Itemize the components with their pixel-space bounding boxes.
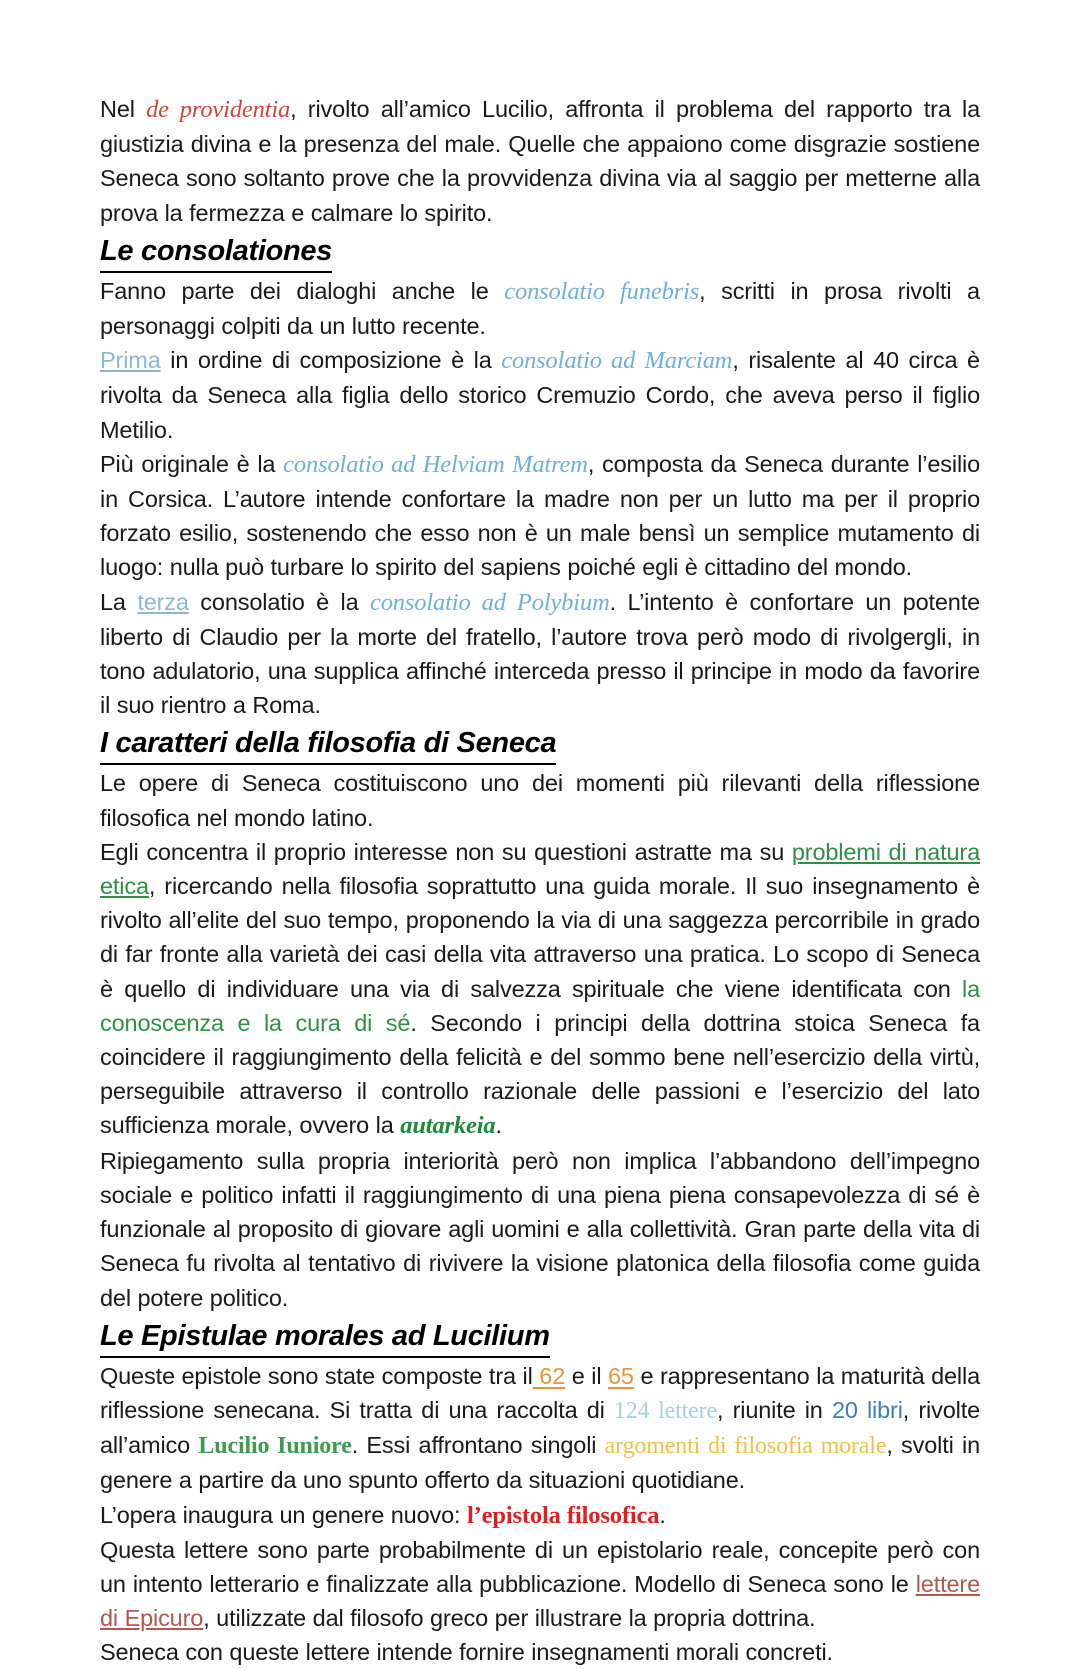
heading-le-consolationes [100,232,980,273]
highlight-conoscenza-cura-di-se: la conoscenza e la cura di sé [100,975,980,1036]
work-title-de-providentia: de providentia [146,96,291,123]
text-run: in ordine di composizione è la [160,347,502,374]
paragraph-filosofia-morale [100,835,980,1144]
text-run: , composta da Seneca durante l’esilio in Corsica. L’autore intende confortare la madre non per un lutto ma per il proprio forzato esilio, sostenendo che esso non è un male bensì un semplice mutamento di luogo: nulla può turbare lo spirito del sapiens poiché egli è cittadino del mondo. [100,450,981,581]
paragraph-consolatio-ad-polybium [100,585,980,723]
text-run: , svolti in genere a partire da uno spunto offerto da situazioni quotidiane. [100,1432,980,1494]
heading-text: I caratteri della filosofia di Seneca [100,724,556,765]
paragraph-ripiegamento: Ripiegamento sulla propria interiorità però non implica l’abbandono dell’impegno sociale e politico infatti il raggiungimento di una piena piena consapevolezza di sé è funzionale al proposito di giovare agli uomini e alla collettività. Gran parte della vita di Seneca fu rivolta al tentativo di rivivere la visione platonica della filosofia come guida del potere politico. [100,1147,980,1311]
paragraph-epistole-composte [100,1359,980,1498]
highlight-epistola-filosofica: l’epistola filosofica [466,1501,660,1529]
paragraph-de-providentia [100,92,980,230]
link-problemi-di-natura-etica[interactable]: problemi di natura etica [100,838,981,900]
text-run: Queste epistole sono state composte tra il [100,1362,533,1389]
term-consolatio-ad-polybium: consolatio ad Polybium [369,588,610,616]
paragraph-opere-di-seneca: Le opere di Seneca costituiscono uno dei momenti più rilevanti della riflessione filosofica nel mondo latino. [100,770,980,831]
paragraph-consolatio-ad-marciam [100,343,980,447]
text-run: , utilizzate dal filosofo greco per illustrare la propria dottrina. [203,1605,816,1632]
text-run: . [659,1501,666,1528]
link-prima[interactable]: Prima [100,347,161,374]
paragraph-consolatio-funebris [100,274,980,343]
heading-i-caratteri-filosofia [100,724,980,765]
link-year-65[interactable]: 65 [608,1362,634,1389]
text-run: . [495,1112,502,1139]
link-terza[interactable]: terza [137,588,189,615]
paragraph-genere-nuovo [100,1498,980,1533]
text-run: , riunite in [717,1396,832,1423]
text-run: Egli concentra il proprio interesse non su questioni astratte ma su [100,838,792,865]
highlight-lucilio-iuniore: Lucilio Iuniore [198,1433,352,1460]
text-run: , ricercando nella filosofia soprattutto una guida morale. Il suo insegnamento è rivolto all’elite del suo tempo, proponendo la via di una saggezza percorribile in grado di far fronte alla varietà dei casi della vita attraverso una pratica. Lo scopo di Seneca è quello di individuare una via di salvezza spirituale che viene identificata con [100,873,980,1002]
link-lettere-di-epicuro[interactable]: lettere di Epicuro [100,1570,980,1632]
heading-epistulae-morales [100,1317,980,1358]
heading-text: Le consolationes [100,232,332,273]
text-run: Più originale è la [100,450,284,477]
text-run: e il [565,1362,609,1389]
text-run: Nel [100,96,147,122]
text-run: La [100,588,138,615]
text-run: . Essi affrontano singoli [351,1432,605,1459]
text-run: e rappresentano la maturità della riflessione senecana. Si tratta di una raccolta di [100,1362,980,1423]
highlight-124-lettere: 124 lettere [613,1397,718,1424]
paragraph-epistolario-reale [100,1533,980,1636]
document-body [100,92,980,1670]
term-consolatio-funebris: consolatio funebris [504,277,700,305]
text-run: Fanno parte dei dialoghi anche le [100,277,505,304]
term-consolatio-ad-helviam-matrem: consolatio ad Helviam Matrem [283,450,588,478]
paragraph-insegnamenti-morali: Seneca con queste lettere intende fornire insegnamenti morali concreti. [100,1639,833,1666]
text-run: , rivolte all’amico [100,1396,980,1459]
text-run: , risalente al 40 circa è rivolta da Seneca alla figlia dello storico Cremuzio Cordo, che aveva perso il figlio Metilio. [100,347,980,443]
paragraph-consolatio-ad-helviam [100,447,980,585]
term-autarkeia: autarkeia [400,1112,496,1140]
text-run: . Secondo i principi della dottrina stoica Seneca fa coincidere il raggiungimento della felicità e del sommo bene nell’esercizio della virtù, perseguibile attraverso il controllo razionale delle passioni e l’esercizio del lato sufficienza morale, ovvero la [100,1009,980,1139]
text-run: L’opera inaugura un genere nuovo: [100,1501,467,1528]
highlight-argomenti-filosofia-morale: argomenti di filosofia morale [604,1433,887,1460]
text-run: consolatio è la [188,588,370,615]
text-run: . L’intento è confortare un potente liberto di Claudio per la morte del fratello, l’autore trova però modo di rivolgergli, in tono adulatorio, una supplica affinché interceda presso il principe in modo da favorire il suo rientro a Roma. [100,588,981,719]
highlight-20-libri: 20 libri [831,1396,903,1423]
text-run: , rivolto all’amico Lucilio, affronta il problema del rapporto tra la giustizia divina e la presenza del male. Quelle che appaiono come disgrazie sostiene Seneca sono soltanto prove che la provvidenza divina via al saggio per metterne alla prova la fermezza e calmare lo spirito. [100,96,980,226]
text-run: Questa lettere sono parte probabilmente di un epistolario reale, concepite però con un intento letterario e finalizzate alla pubblicazione. Modello di Seneca sono le [100,1536,980,1597]
term-consolatio-ad-marciam: consolatio ad Marciam [501,347,733,375]
heading-text: Le Epistulae morales ad Lucilium [100,1317,550,1358]
link-year-62[interactable]: 62 [532,1362,566,1389]
text-run: , scritti in prosa rivolti a personaggi colpiti da un lutto recente. [100,277,980,340]
